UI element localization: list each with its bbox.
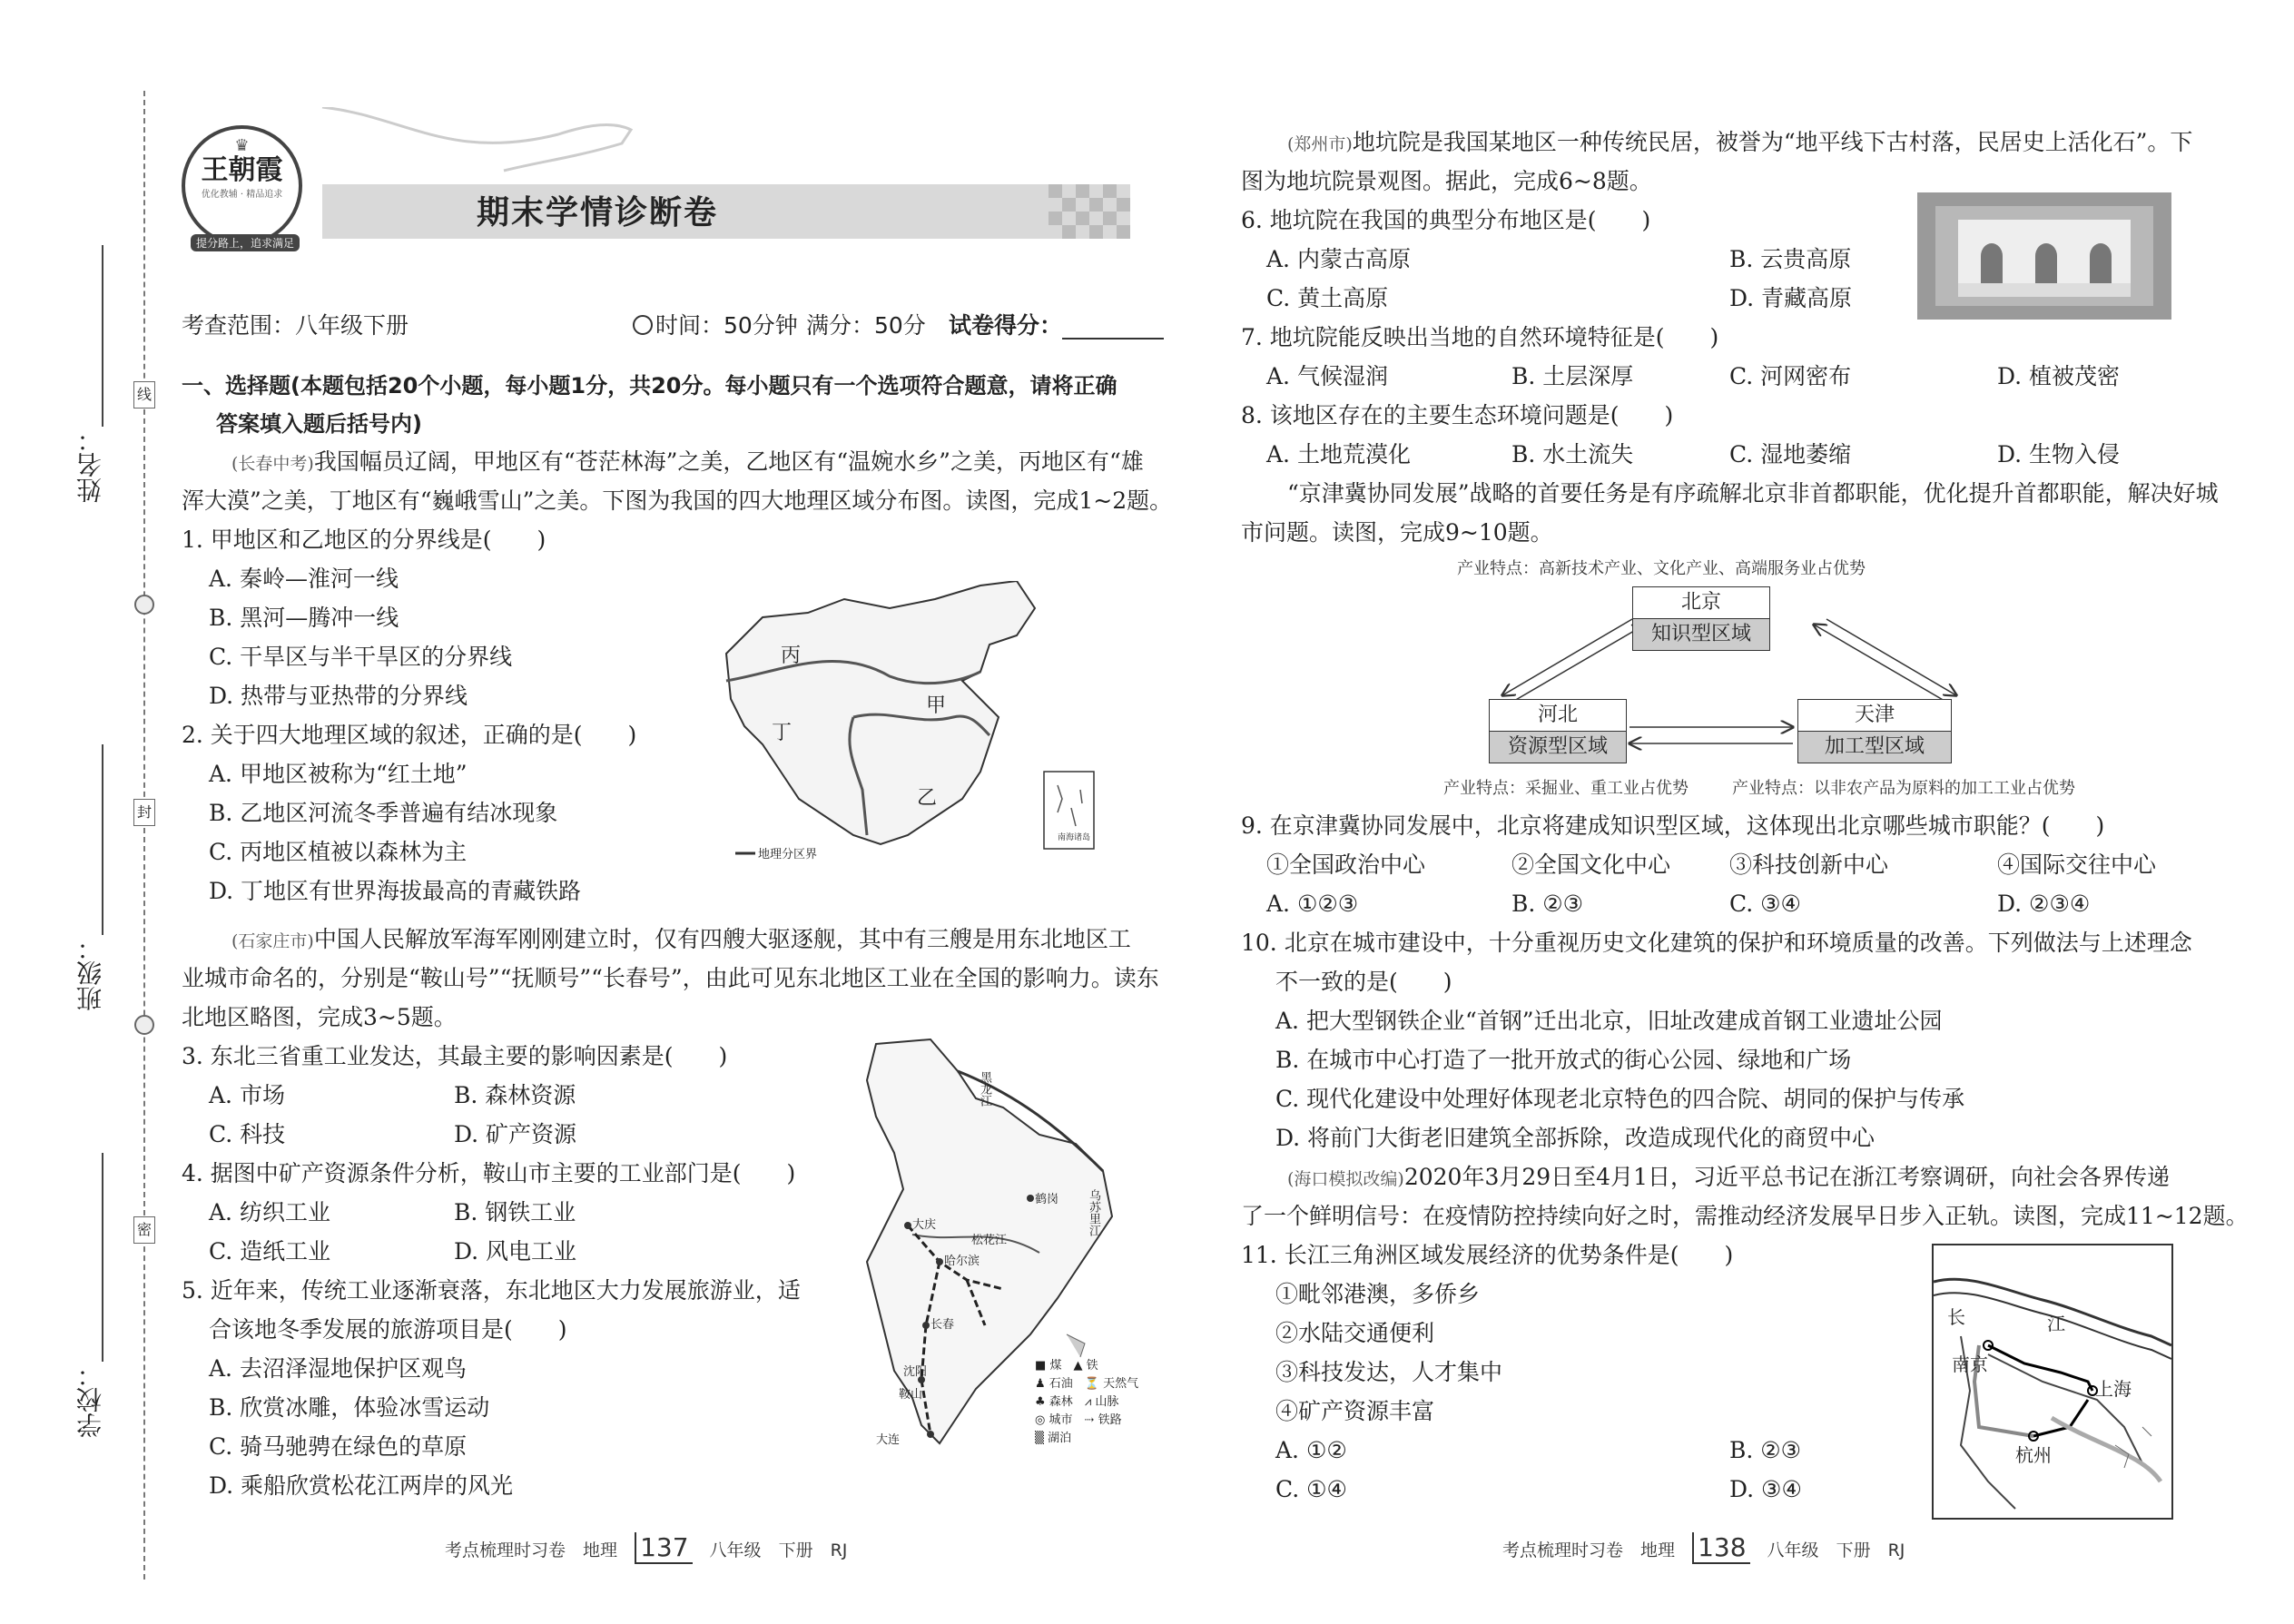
option-b[interactable]: B. 云贵高原 [1729,246,1852,272]
exam-full-score: 满分：50分 [806,312,926,339]
legend-mountain: 山脉 [1095,1395,1119,1409]
option-c[interactable]: C. 干旱区与半干旱区的分界线 [209,644,513,670]
passage-source: (海口模拟改编) [1287,1169,1404,1189]
logo-crown-icon: ♛ [234,136,250,155]
option-b[interactable]: B. 土层深厚 [1511,363,1634,389]
option-d[interactable]: D. 矿产资源 [454,1121,577,1147]
exam-scope: 考查范围：八年级下册 [182,312,409,339]
passage-text: 2020年3月29日至4月1日，习近平总书记在浙江考察调研，向社会各界传递 [1403,1164,2170,1190]
map-label-bing: 丙 [781,645,802,667]
score-field[interactable] [1062,338,1164,340]
passage-source: (石家庄市) [231,931,314,951]
option-a[interactable]: A. 纺织工业 [209,1199,330,1225]
map-city-dalian: 大连 [876,1433,901,1447]
option-b[interactable]: B. 乙地区河流冬季普遍有结冰现象 [209,800,558,826]
option-a[interactable]: A. 气候湿润 [1266,363,1388,389]
china-outline [708,581,1117,871]
option-a[interactable]: A. 市场 [209,1082,285,1108]
option-c[interactable]: C. ①④ [1275,1476,1347,1502]
passage-source: (长春中考) [231,454,314,474]
option-b[interactable]: B. 欣赏冰雕，体验冰雪运动 [209,1394,490,1421]
clock-icon [633,315,653,335]
option-c[interactable]: C. 河网密布 [1729,363,1852,389]
binding-hole-icon [134,595,154,615]
footer-series: 考点梳理时习卷 [1502,1540,1624,1560]
beijing-note: 产业特点：高新技术产业、文化产业、高端服务业占优势 [1457,559,1866,578]
flow-arrows [1416,552,2179,806]
option-d[interactable]: D. 植被茂密 [1997,363,2121,389]
option-d[interactable]: D. 丁地区有世界海拔最高的青藏铁路 [209,878,582,904]
legend-iron: 铁 [1086,1359,1098,1373]
option-d[interactable]: D. 青藏高原 [1729,285,1853,311]
map-label-jiang: 江 [2047,1313,2065,1334]
oil-icon: ♟ [1035,1377,1046,1391]
dikengyuan-photo [1917,192,2171,320]
statement-4: ④矿产资源丰富 [1275,1398,1435,1424]
jingjinji-diagram [1416,552,2179,806]
section1-heading-cont: 答案填入题后括号内) [216,411,422,437]
footer-edition: RJ [830,1540,848,1560]
passage-text: 市问题。读图，完成9~10题。 [1241,519,1553,546]
option-a[interactable]: A. 把大型钢铁企业“首钢”迁出北京，旧址改建成首钢工业遗址公园 [1275,1008,1943,1034]
question-stem-cont: 合该地冬季发展的旅游项目是( ) [209,1316,567,1343]
footer-series: 考点梳理时习卷 [445,1540,566,1560]
map-city-daqing: 大庆 [912,1218,937,1232]
logo-tagline: 提分路上，追求满足 [191,234,300,251]
beijing-type: 知识型区域 [1633,619,1769,650]
option-d[interactable]: D. 乘船欣赏松花江两岸的风光 [209,1472,514,1499]
question-stem: 7. 地坑院能反映出当地的自然环境特征是( ) [1241,324,1719,350]
statement-2: ②全国文化中心 [1511,851,1671,878]
footer-right [1502,1532,1905,1562]
class-field[interactable] [102,744,103,935]
map-city-hegang: 鹤岗 [1035,1193,1059,1206]
footer-grade: 八年级 [709,1540,762,1560]
tianjin-box [1797,699,1952,763]
option-c[interactable]: C. 丙地区植被以森林为主 [209,839,468,865]
option-a[interactable]: A. 土地荒漠化 [1266,441,1411,468]
footer-left [445,1532,847,1562]
china-regions-map [708,581,1117,871]
seal-char-mi: 密 [133,1216,155,1244]
legend-lake: 湖泊 [1048,1432,1072,1445]
option-c[interactable]: C. 湿地萎缩 [1729,441,1852,468]
hebei-note: 产业特点：采掘业、重工业占优势 [1443,779,1689,798]
map-city-harbin: 哈尔滨 [944,1255,980,1268]
passage-text: 地坑院是我国某地区一种传统民居，被誉为“地平线下古村落，民居史上活化石”。下 [1352,129,2193,155]
map-legend-boundary: 地理分区界 [758,848,818,861]
city-icon: ◎ [1035,1413,1046,1427]
gas-icon: ⏳ [1084,1377,1100,1391]
option-d[interactable]: D. ③④ [1729,1476,1802,1502]
logo-text: 王朝霞 [201,154,283,186]
option-c[interactable]: C. 现代化建设中处理好体现老北京特色的四合院、胡同的保护与传承 [1275,1086,1965,1112]
question-stem: 4. 据图中矿产资源条件分析，鞍山市主要的工业部门是( ) [182,1160,796,1186]
beijing-box [1632,586,1770,651]
option-a[interactable]: A. ①② [1275,1437,1347,1463]
option-c[interactable]: C. 造纸工业 [209,1238,331,1265]
legend-coal: 煤 [1049,1359,1062,1373]
school-label: 学校： [75,1362,105,1438]
option-d[interactable]: D. 风电工业 [454,1238,577,1265]
option-d[interactable]: D. ②③④ [1997,891,2091,917]
map-label-jia: 甲 [926,694,947,717]
question-stem: 9. 在京津冀协同发展中，北京将建成知识型区域，这体现出北京哪些城市职能？( ) [1241,812,2105,839]
statement-3: ③科技创新中心 [1729,851,1889,878]
map-city-nanjing: 南京 [1952,1353,1988,1375]
legend-forest: 森林 [1049,1395,1073,1409]
lake-icon: ▒ [1035,1432,1044,1445]
footer-term: 下册 [778,1540,813,1560]
map-river-wusuli: 乌苏里江 [1087,1189,1100,1236]
page-number: 137 [635,1532,692,1564]
score-label: 试卷得分： [949,312,1063,339]
map-city-shenyang: 沈阳 [903,1365,928,1379]
option-c[interactable]: C. 科技 [209,1121,286,1147]
footer-subject: 地理 [1640,1540,1676,1560]
option-b[interactable]: B. ②③ [1729,1437,1802,1463]
option-c[interactable]: C. 黄土高原 [1266,285,1389,311]
passage-text: 中国人民解放军海军刚刚建立时，仅有四艘大驱逐舰，其中有三艘是用东北地区工 [313,926,1131,952]
name-field[interactable] [102,245,103,427]
question-stem-cont: 不一致的是( ) [1275,969,1452,995]
passage-text: 业城市命名的，分别是“鞍山号”“抚顺号”“长春号”，由此可见东北地区工业在全国的影响力。读东 [182,965,1159,991]
footer-grade: 八年级 [1767,1540,1819,1560]
option-b[interactable]: B. 水土流失 [1511,441,1634,468]
page-title: 期末学情诊断卷 [477,194,719,231]
legend-oil: 石油 [1049,1377,1073,1391]
beijing-label: 北京 [1633,587,1769,619]
question-stem: 11. 长江三角洲区域发展经济的优势条件是( ) [1241,1242,1734,1268]
tianjin-label: 天津 [1798,700,1951,732]
iron-icon: ▲ [1073,1359,1083,1373]
map-legend [1035,1357,1180,1448]
tianjin-type: 加工型区域 [1798,732,1951,763]
forest-icon: ♣ [1035,1395,1046,1409]
footer-edition: RJ [1887,1540,1905,1560]
hebei-label: 河北 [1490,700,1626,732]
header-banner [177,107,1167,252]
class-label: 班级： [75,935,105,1011]
delta-outline [1934,1245,2171,1518]
option-a[interactable]: A. 内蒙古高原 [1266,246,1411,272]
question-stem: 8. 该地区存在的主要生态环境问题是( ) [1241,402,1674,428]
option-b[interactable]: B. 在城市中心打造了一批开放式的街心公园、绿地和广场 [1275,1047,1852,1073]
legend-railway: 铁路 [1098,1413,1122,1427]
question-stem: 2. 关于四大地理区域的叙述，正确的是( ) [182,722,637,748]
yangtze-delta-map [1932,1244,2173,1520]
coal-icon: ■ [1035,1359,1047,1373]
seal-char-xian: 线 [133,381,155,408]
footer-subject: 地理 [583,1540,618,1560]
option-a[interactable]: A. 甲地区被称为“红土地” [209,761,468,787]
binding-margin [0,0,159,1624]
option-b[interactable]: B. 黑河—腾冲一线 [209,605,399,631]
question-stem: 6. 地坑院在我国的典型分布地区是( ) [1241,207,1651,233]
seal-char-feng: 封 [133,799,155,826]
map-label-yi: 乙 [917,787,938,810]
option-c[interactable]: C. 骑马驰骋在绿色的草原 [209,1433,468,1460]
passage-source: (郑州市) [1287,134,1353,154]
map-label-ding: 丁 [772,722,793,744]
passage-text: “京津冀协同发展”战略的首要任务是有序疏解北京非首都职能，优化提升首都职能，解决好城 [1287,480,2219,507]
option-d[interactable]: D. 热带与亚热带的分界线 [209,683,468,709]
map-city-anshan: 鞍山 [899,1388,923,1402]
question-stem: 1. 甲地区和乙地区的分界线是( ) [182,527,546,553]
statement-2: ②水陆交通便利 [1275,1320,1435,1346]
map-city-hangzhou: 杭州 [2015,1444,2052,1466]
tianjin-note: 产业特点：以非农产品为原料的加工工业占优势 [1732,779,2075,798]
dashed-binding-line [143,91,145,1580]
hebei-type: 资源型区域 [1490,732,1626,763]
logo-sub: 优化教辅 · 精品追求 [201,190,283,200]
section1-heading: 一、选择题(本题包括20个小题，每小题1分，共20分。每小题只有一个选项符合题意，请将正确 [182,373,1117,399]
option-a[interactable]: A. 秦岭—淮河一线 [209,566,399,592]
statement-3: ③科技发达，人才集中 [1275,1359,1503,1385]
northeast-map [822,1035,1185,1462]
question-stem: 5. 近年来，传统工业逐渐衰落，东北地区大力发展旅游业，适 [182,1277,801,1304]
brand-logo [182,125,302,246]
passage-text: 我国幅员辽阔，甲地区有“苍茫林海”之美，乙地区有“温婉水乡”之美，丙地区有“雄 [313,448,1144,475]
option-b[interactable]: B. ②③ [1511,891,1584,917]
page-number: 138 [1692,1532,1749,1564]
hebei-box [1489,699,1627,763]
footer-term: 下册 [1836,1540,1871,1560]
option-d[interactable]: D. 将前门大街老旧建筑全部拆除，改造成现代化的商贸中心 [1275,1125,1876,1151]
railway-icon: ⇢ [1084,1413,1095,1427]
name-label: 姓名： [75,427,105,503]
statement-4: ④国际交往中心 [1997,851,2157,878]
option-b[interactable]: B. 森林资源 [454,1082,576,1108]
school-field[interactable] [102,1153,103,1362]
question-stem: 3. 东北三省重工业发达，其最主要的影响因素是( ) [182,1043,728,1069]
option-b[interactable]: B. 钢铁工业 [454,1199,576,1225]
exam-time: 时间：50分钟 [655,312,798,339]
legend-gas: 天然气 [1103,1377,1139,1391]
passage-text: 浑大漠”之美，丁地区有“巍峨雪山”之美。下图为我国的四大地理区域分布图。读图，完成1~2题。 [182,487,1173,514]
map-city-changchun: 长春 [930,1318,955,1332]
map-river-songhua: 松花江 [971,1234,1008,1247]
passage-text: 北地区略图，完成3~5题。 [182,1004,457,1030]
option-d[interactable]: D. 生物入侵 [1997,441,2121,468]
statement-1: ①全国政治中心 [1266,851,1426,878]
statement-1: ①毗邻港澳，多侨乡 [1275,1281,1481,1307]
option-a[interactable]: A. 去沼泽湿地保护区观鸟 [209,1355,467,1382]
map-label-chang: 长 [1947,1306,1965,1328]
mountain-icon: ⩘ [1084,1395,1092,1409]
passage-text: 图为地坑院景观图。据此，完成6~8题。 [1241,168,1652,194]
map-river-heilong: 黑龙江 [978,1071,991,1107]
legend-city: 城市 [1049,1413,1073,1427]
map-city-shanghai: 上海 [2095,1378,2132,1400]
option-a[interactable]: A. ①②③ [1266,891,1359,917]
question-stem: 10. 北京在城市建设中，十分重视历史文化建筑的保护和环境质量的改善。下列做法与上述理念 [1241,930,2192,956]
passage-text: 了一个鲜明信号：在疫情防控持续向好之时，需推动经济发展早日步入正轨。读图，完成11~12题。 [1241,1203,2249,1229]
option-c[interactable]: C. ③④ [1729,891,1801,917]
map-inset-label: 南海诸岛 [1058,833,1091,842]
binding-hole-icon [134,1015,154,1035]
courtyard-image [1917,192,2171,320]
